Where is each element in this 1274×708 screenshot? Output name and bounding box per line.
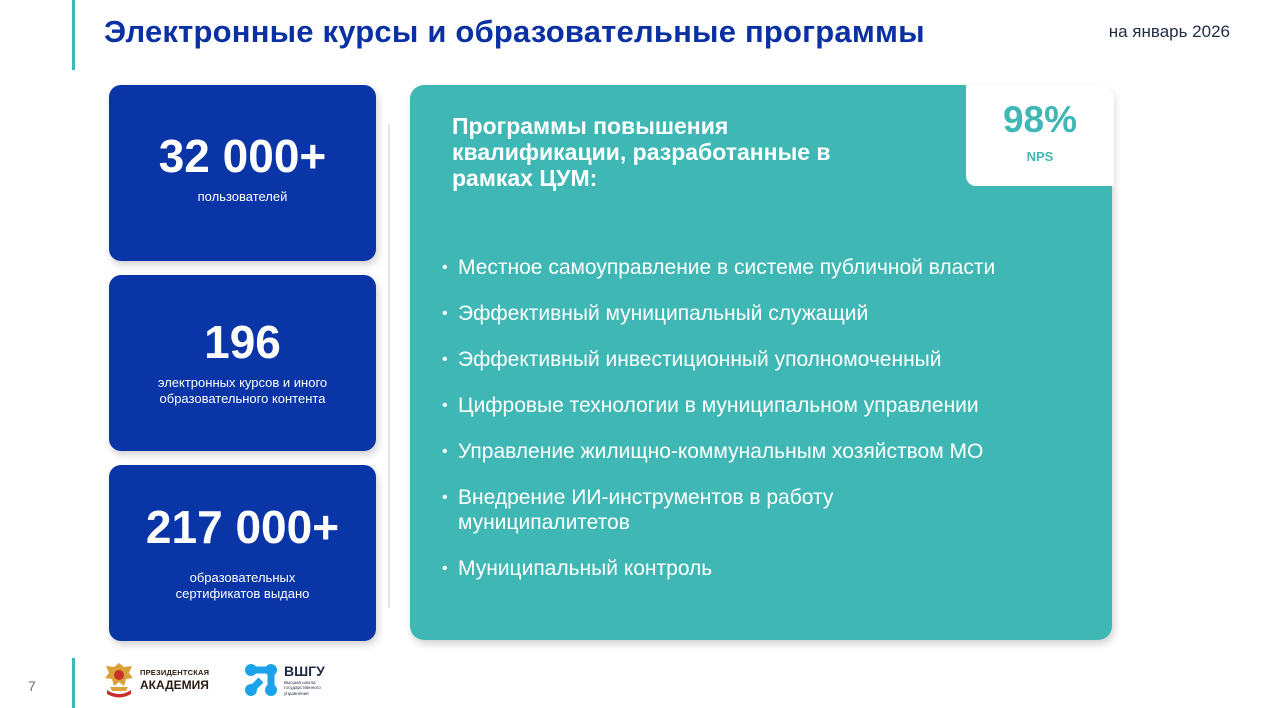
academy-logo-line1: ПРЕЗИДЕНТСКАЯ — [140, 667, 210, 677]
bullet-icon: • — [442, 397, 448, 414]
program-item — [442, 439, 1098, 464]
stat-value: 217 000+ — [145, 501, 340, 553]
date-label: на январь 2026 — [1108, 22, 1230, 41]
program-item-label: Эффективный муниципальный служащий — [458, 302, 869, 325]
presidential-academy-logo — [102, 658, 209, 702]
bullet-icon: • — [442, 259, 448, 276]
stat-card-users — [109, 85, 376, 261]
nps-label: NPS — [1026, 149, 1054, 164]
program-item-label: Цифровые технологии в муниципальном управлении — [458, 394, 979, 417]
academy-logo-line2: АКАДЕМИЯ — [140, 678, 209, 693]
vshgu-logo-icon — [244, 663, 278, 697]
stat-value: 32 000+ — [158, 130, 327, 182]
program-item-label: Эффективный инвестиционный уполномоченный — [458, 348, 942, 371]
stat-card-courses — [109, 275, 376, 451]
stat-caption: пользователей — [197, 189, 288, 204]
programs-title: Программы повышения квалификации, разработанные в рамках ЦУМ: — [452, 113, 831, 191]
program-item — [442, 347, 1098, 372]
bullet-icon: • — [442, 560, 448, 577]
stat-caption: образовательных сертификатов выдано — [175, 570, 310, 601]
vshgu-logo-text — [284, 664, 332, 697]
program-item-label: Местное самоуправление в системе публичной власти — [458, 256, 996, 279]
bullet-icon: • — [442, 351, 448, 368]
vshgu-logo-name: ВШГУ — [284, 662, 325, 679]
nps-badge — [966, 85, 1114, 186]
footer-accent-line — [72, 658, 75, 708]
program-item — [442, 393, 1098, 418]
program-item — [442, 485, 928, 535]
programs-panel — [410, 85, 1112, 640]
stat-caption: электронных курсов и иного образовательного контента — [157, 375, 328, 406]
vshgu-logo — [244, 660, 332, 700]
header-accent-line — [72, 0, 75, 70]
program-item-label: Муниципальный контроль — [458, 557, 713, 580]
program-item-label: Управление жилищно-коммунальным хозяйством МО — [458, 440, 984, 463]
program-item-label: Внедрение ИИ-инструментов в работу муниципалитетов — [458, 486, 834, 534]
programs-list — [442, 255, 1098, 602]
nps-value: 98% — [1002, 99, 1078, 140]
program-item — [442, 301, 1098, 326]
stat-card-certificates — [109, 465, 376, 641]
page-number: 7 — [28, 678, 36, 694]
stat-value: 196 — [204, 316, 281, 368]
bullet-icon: • — [442, 443, 448, 460]
vshgu-logo-subtitle: Высшая школа государственного управления — [284, 679, 321, 696]
bullet-icon: • — [442, 489, 448, 506]
program-item — [442, 255, 1098, 280]
bullet-icon: • — [442, 305, 448, 322]
eagle-emblem-icon — [102, 660, 136, 700]
program-item — [442, 556, 1098, 581]
academy-logo-text — [140, 669, 209, 692]
vertical-divider — [388, 124, 390, 608]
page-title: Электронные курсы и образовательные программы — [104, 14, 925, 49]
